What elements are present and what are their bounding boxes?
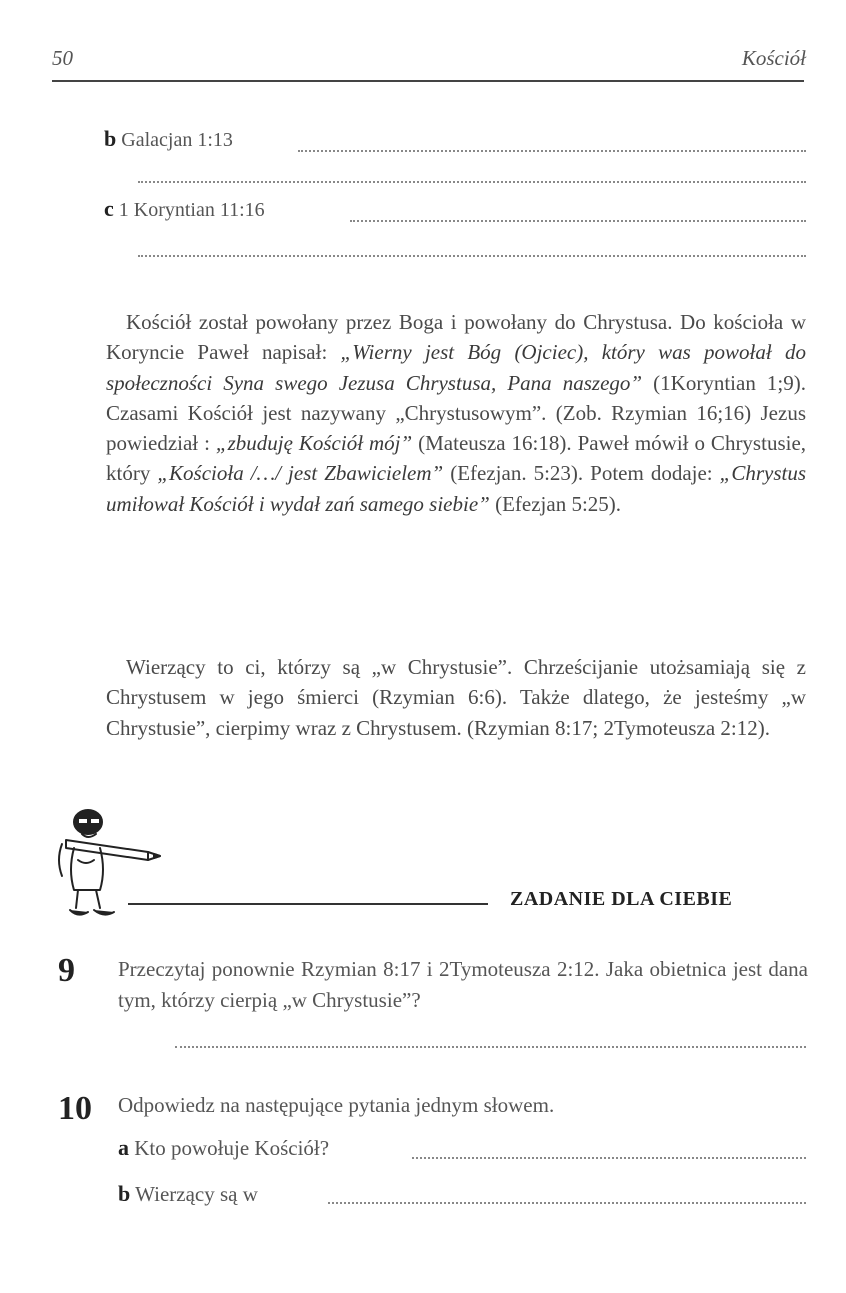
answer-line[interactable] [298, 150, 806, 152]
body-paragraph-1 [106, 307, 806, 519]
question-b-letter: b [104, 126, 117, 151]
exercise-10b [118, 1181, 258, 1207]
answer-line[interactable] [138, 255, 806, 257]
quote: „zbuduję Kościół mój” [215, 431, 413, 456]
task-title: ZADANIE DLA CIEBIE [510, 888, 733, 910]
answer-line[interactable] [138, 181, 806, 183]
answer-line[interactable] [175, 1046, 806, 1048]
exercise-number-9: 9 [58, 952, 75, 989]
exercise-10b-text: Wierzący są w [135, 1182, 258, 1206]
exercise-9-text: Przeczytaj ponownie Rzymian 8:17 i 2Tymoteusza 2:12. Jaka obietnica jest dana tym, którzy cierpią „w Chrystusie”? [118, 957, 808, 1012]
answer-line[interactable] [328, 1202, 806, 1204]
answer-line[interactable] [412, 1157, 806, 1159]
question-c-ref: 1 Koryntian 11:16 [118, 199, 265, 221]
exercise-10a-letter: a [118, 1135, 129, 1160]
text: (Mateusza 16:18). Paweł mówił o Chrystusie, który [106, 431, 807, 486]
question-c [104, 196, 265, 222]
cartoon-student-pencil-icon [48, 800, 168, 930]
quote: „Chrystus umiłował Kościół i wydał zań samego siebie” [106, 461, 806, 516]
exercise-10b-letter: b [118, 1181, 131, 1206]
exercise-10a-text: Kto powołuje Kościół? [134, 1136, 330, 1160]
question-c-letter: c [104, 196, 114, 221]
header-rule [52, 80, 804, 82]
page-number: 50 [52, 46, 73, 70]
text: (1Koryntian 1;9). Czasami Kościół jest nazywany „Chrystusowym”. (Zob. Rzymian 16;16) Jezus powiedział : [106, 370, 806, 456]
text: (Efezjan. 5:23). Potem dodaje: [443, 461, 720, 486]
quote: „Kościoła /…/ jest Zbawicielem” [157, 461, 444, 486]
exercise-number-10: 10 [58, 1090, 92, 1127]
task-divider [128, 903, 488, 905]
question-b-ref: Galacjan 1:13 [121, 129, 233, 151]
text: Kościół został powołany przez Boga i powołany do Chrystusa. Do kościoła w Koryncie Paweł napisał: [106, 310, 806, 365]
exercise-10-text: Odpowiedz na następujące pytania jednym słowem. [118, 1093, 555, 1117]
answer-line[interactable] [350, 220, 806, 222]
text: (Efezjan 5:25). [489, 491, 622, 516]
chapter-title: Kościół [741, 46, 806, 70]
quote: „Wierny jest Bóg (Ojciec), który was powołał do społeczności Syna swego Jezusa Chrystusa, Pana naszego” [106, 340, 806, 395]
question-b [104, 126, 233, 152]
exercise-10a [118, 1135, 329, 1161]
body-paragraph-2: Wierzący to ci, którzy są „w Chrystusie”. Chrześcijanie utożsamiają się z Chrystusem w jego śmierci (Rzymian 6:6). Także dlatego, że jesteśmy „w Chrystusie”, cierpimy wraz z Chrystusem. (Rzymian 8:17; 2Tymoteusza 2:12). [106, 655, 806, 740]
